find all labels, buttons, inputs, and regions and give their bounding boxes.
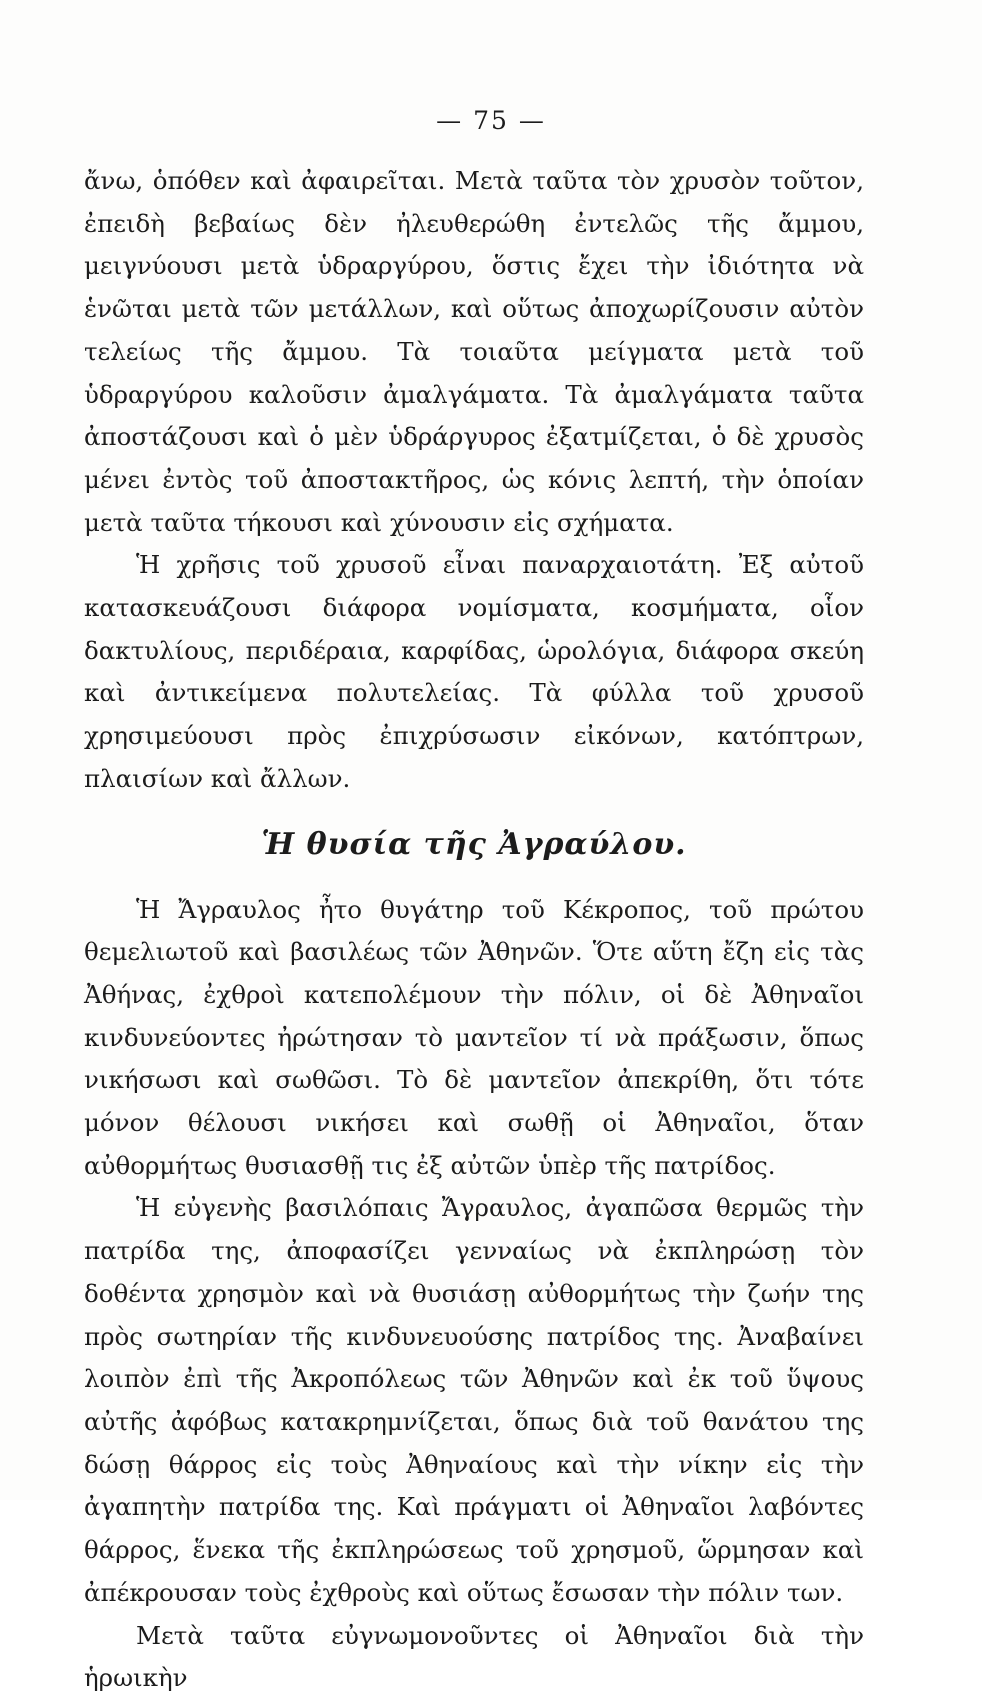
paragraph-agraulos-sacrifice: Ἡ εὐγενὴς βασιλόπαις Ἄγραυλος, ἀγαπῶσα θερμῶς τὴν πατρίδα της, ἀποφασίζει γενναίως νὰ ἐκπληρώσῃ τὸν δοθέντα χρησμὸν καὶ νὰ θυσιάσῃ αὐθορμήτως τὴν ζωήν της πρὸς σωτηρίαν τῆς κινδυνευούσης πατρίδος της. Ἀναβαίνει λοιπὸν ἐπὶ τῆς Ἀκροπόλεως τῶν Ἀθηνῶν καὶ ἐκ τοῦ ὕψους αὐτῆς ἀφόβως κατακρημνίζεται, ὅπως διὰ τοῦ θανάτου της δώσῃ θάρρος εἰς τοὺς Ἀθηναίους καὶ τὴν νίκην εἰς τὴν ἀγαπητὴν πατρίδα της. Καὶ πράγματι οἱ Ἀθηναῖοι λαβόντες θάρρος, ἕνεκα τῆς ἐκπληρώσεως τοῦ χρησμοῦ, ὥρμησαν καὶ ἀπέκρουσαν τοὺς ἐχθροὺς καὶ οὕτως ἔσωσαν τὴν πόλιν των.: [84, 1193, 864, 1607]
body-text: [84, 160, 864, 1700]
page-number: — 75 —: [436, 106, 546, 135]
paragraph-continuation: Μετὰ ταῦτα εὐγνωμονοῦντες οἱ Ἀθηναῖοι διὰ τὴν ἡρωικὴν: [84, 1620, 864, 1693]
paragraph-agraulos-intro: Ἡ Ἄγραυλος ἦτο θυγάτηρ τοῦ Κέκροπος, τοῦ πρώτου θεμελιωτοῦ καὶ βασιλέως τῶν Ἀθηνῶν. Ὅτε αὕτη ἔζη εἰς τὰς Ἀθήνας, ἐχθροὶ κατεπολέμουν τὴν πόλιν, οἱ δὲ Ἀθηναῖοι κινδυνεύοντες ἠρώτησαν τὸ μαντεῖον τί νὰ πράξωσιν, ὅπως νικήσωσι καὶ σωθῶσι. Τὸ δὲ μαντεῖον ἀπεκρίθη, ὅτι τότε μόνον θέλουσι νικήσει καὶ σωθῇ οἱ Ἀθηναῖοι, ὅταν αὐθορμήτως θυσιασθῇ τις ἐξ αὐτῶν ὑπὲρ τῆς πατρίδος.: [84, 894, 864, 1180]
paragraph-gold-uses: Ἡ χρῆσις τοῦ χρυσοῦ εἶναι παναρχαιοτάτη. Ἐξ αὐτοῦ κατασκευάζουσι διάφορα νομίσματα, κοσμήματα, οἷον δακτυλίους, περιδέραια, καρφίδας, ὡρολόγια, διάφορα σκεύη καὶ ἀντικείμενα πολυτελείας. Τὰ φύλλα τοῦ χρυσοῦ χρησιμεύουσι πρὸς ἐπιχρύσωσιν εἰκόνων, κατόπτρων, πλαισίων καὶ ἄλλων.: [84, 550, 864, 793]
paragraph-gold-refining: ἄνω, ὁπόθεν καὶ ἀφαιρεῖται. Μετὰ ταῦτα τὸν χρυσὸν τοῦτον, ἐπειδὴ βεβαίως δὲν ἠλευθερώθη ἐντελῶς τῆς ἄμμου, μειγνύουσι μετὰ ὑδραργύρου, ὅστις ἔχει τὴν ἰδιότητα νὰ ἑνῶται μετὰ τῶν μετάλλων, καὶ οὕτως ἀποχωρίζουσιν αὐτὸν τελείως τῆς ἄμμου. Τὰ τοιαῦτα μείγματα μετὰ τοῦ ὑδραργύρου καλοῦσιν ἀμαλγάματα. Τὰ ἀμαλγάματα ταῦτα ἀποστάζουσι καὶ ὁ μὲν ὑδράργυρος ἐξατμίζεται, ὁ δὲ χρυσὸς μένει ἐντὸς τοῦ ἀποστακτῆρος, ὡς κόνις λεπτή, τὴν ὁποίαν μετὰ ταῦτα τήκουσι καὶ χύνουσιν εἰς σχήματα.: [84, 166, 864, 537]
section-title: Ἡ θυσία τῆς Ἀγραύλου.: [261, 826, 687, 862]
